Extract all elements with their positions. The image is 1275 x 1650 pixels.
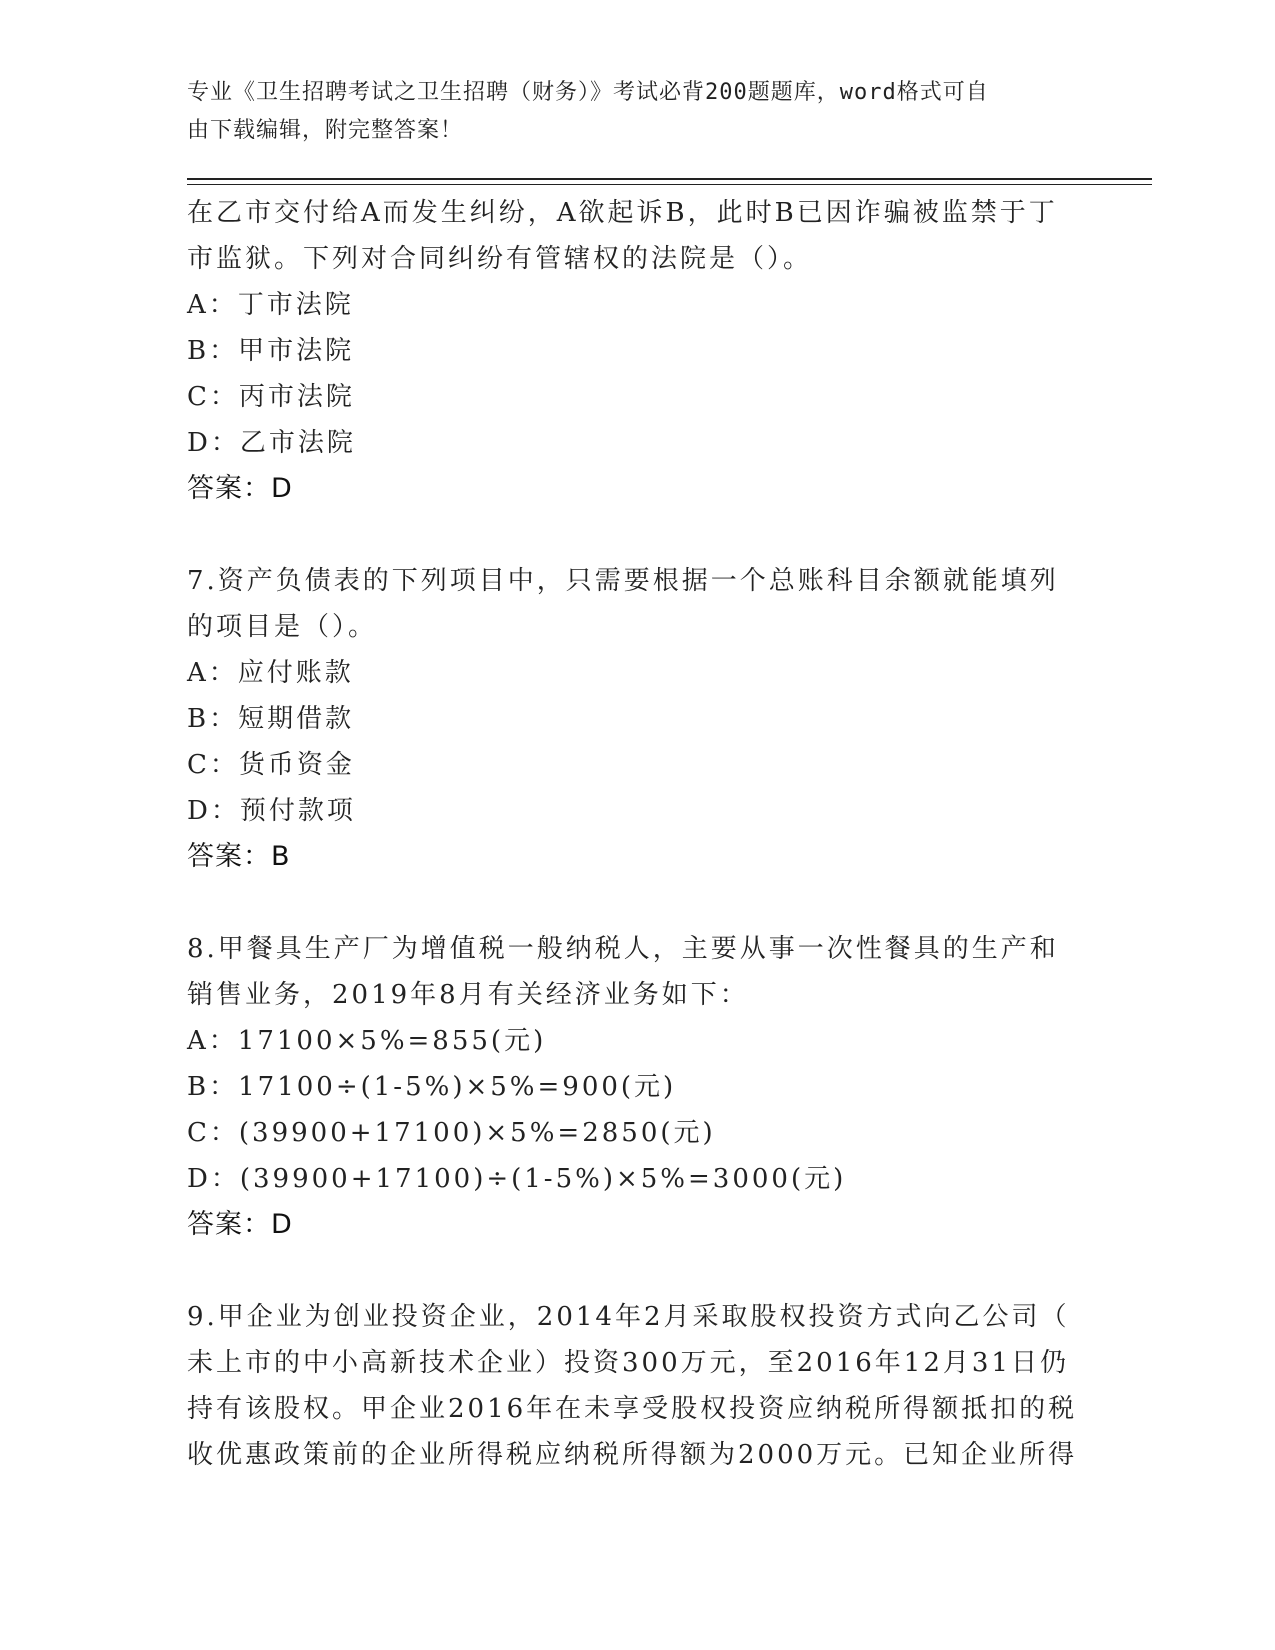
- option-d: D：乙市法院: [187, 428, 356, 458]
- question-text-line: 销售业务，2019年8月有关经济业务如下：: [187, 980, 749, 1010]
- question-content: [187, 190, 1087, 1478]
- header-divider-thick: [187, 178, 1152, 180]
- header-line-2: 由下载编辑，附完整答案！: [187, 118, 464, 143]
- header-divider-thin: [187, 184, 1152, 185]
- answer-line: 答案：D: [187, 473, 293, 504]
- option-a: A：丁市法院: [187, 290, 354, 320]
- question-text-line: 9.甲企业为创业投资企业，2014年2月采取股权投资方式向乙公司（: [187, 1302, 1070, 1332]
- question-9: [187, 1294, 1087, 1478]
- option-d: D：预付款项: [187, 796, 356, 826]
- option-a: A：17100×5%=855(元): [187, 1026, 547, 1056]
- question-text-line: 8.甲餐具生产厂为增值税一般纳税人，主要从事一次性餐具的生产和: [187, 934, 1059, 964]
- spacer: [187, 1248, 1087, 1294]
- question-text-line: 未上市的中小高新技术企业）投资300万元，至2016年12月31日仍: [187, 1348, 1069, 1378]
- option-d: D：(39900+17100)÷(1-5%)×5%=3000(元): [187, 1164, 847, 1194]
- header-line-1: 专业《卫生招聘考试之卫生招聘（财务）》考试必背200题题库，word格式可自: [187, 80, 989, 105]
- question-text-line: 的项目是（）。: [187, 612, 378, 642]
- option-c: C：货币资金: [187, 750, 355, 780]
- question-8: [187, 926, 1087, 1248]
- option-a: A：应付账款: [187, 658, 354, 688]
- question-text-line: 7.资产负债表的下列项目中，只需要根据一个总账科目余额就能填列: [187, 566, 1059, 596]
- question-text-line: 持有该股权。甲企业2016年在未享受股权投资应纳税所得额抵扣的税: [187, 1394, 1078, 1424]
- answer-line: 答案：B: [187, 841, 291, 872]
- question-7: [187, 558, 1087, 880]
- option-c: C：丙市法院: [187, 382, 355, 412]
- option-b: B：甲市法院: [187, 336, 355, 366]
- question-text-line: 收优惠政策前的企业所得税应纳税所得额为2000万元。已知企业所得: [187, 1440, 1078, 1470]
- option-b: B：短期借款: [187, 704, 355, 734]
- spacer: [187, 880, 1087, 926]
- question-6: [187, 190, 1087, 512]
- option-c: C：(39900+17100)×5%=2850(元): [187, 1118, 716, 1148]
- answer-line: 答案：D: [187, 1209, 293, 1240]
- question-text-line: 在乙市交付给A而发生纠纷，A欲起诉B，此时B已因诈骗被监禁于丁: [187, 198, 1058, 228]
- document-header: [187, 74, 1067, 150]
- option-b: B：17100÷(1-5%)×5%=900(元): [187, 1072, 677, 1102]
- spacer: [187, 512, 1087, 558]
- question-text-line: 市监狱。下列对合同纠纷有管辖权的法院是（）。: [187, 244, 813, 274]
